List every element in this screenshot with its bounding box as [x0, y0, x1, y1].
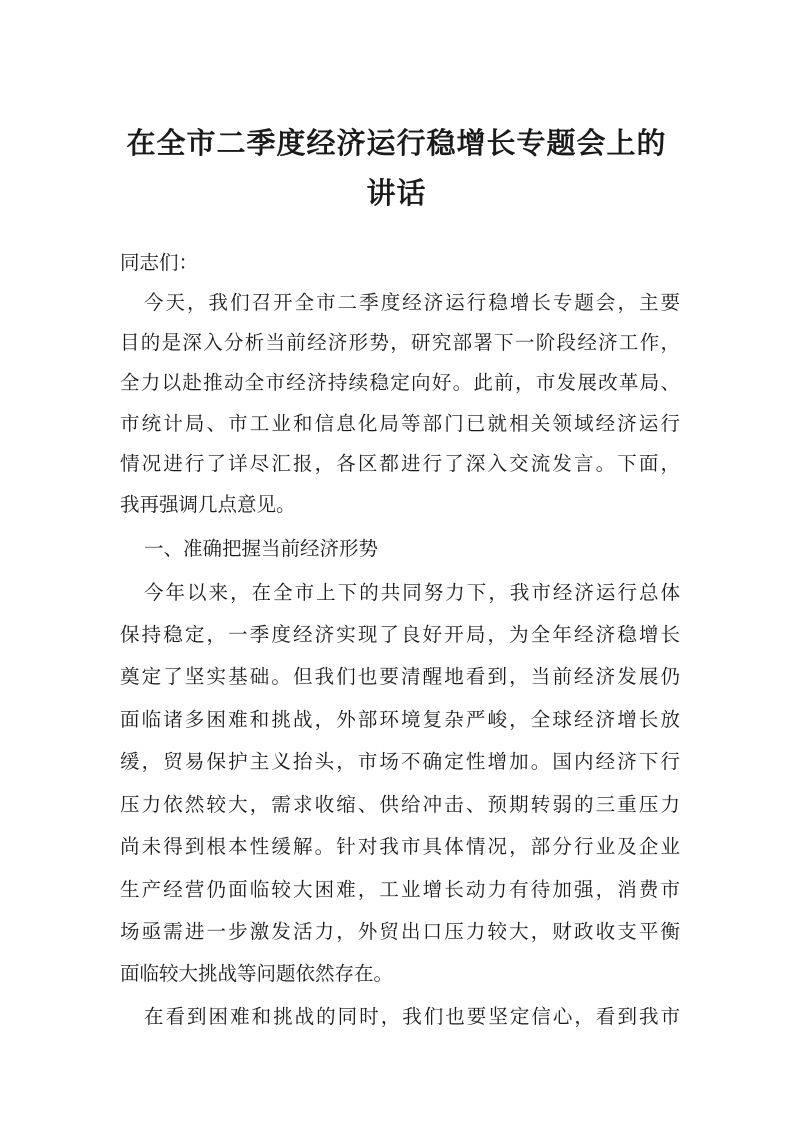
paragraph-line: 压力依然较大，需求收缩、供给冲击、预期转弱的三重压力 [120, 793, 680, 816]
paragraph-line: 目的是深入分析当前经济形势，研究部署下一阶段经济工作， [120, 331, 680, 354]
paragraph-line: 奠定了坚实基础。但我们也要清醒地看到，当前经济发展仍 [120, 665, 680, 688]
paragraph-line: 面临诸多困难和挑战，外部环境复杂严峻，全球经济增长放 [120, 708, 680, 731]
paragraph-line: 缓，贸易保护主义抬头，市场不确定性增加。国内经济下行 [120, 750, 680, 773]
paragraph-line: 保持稳定，一季度经济实现了良好开局，为全年经济稳增长 [120, 623, 680, 646]
paragraph-line: 场亟需进一步激发活力，外贸出口压力较大，财政收支平衡 [120, 920, 680, 943]
paragraph-line: 我再强调几点意见。 [120, 493, 296, 516]
document-title-line-2: 讲话 [366, 176, 427, 210]
paragraph-line: 生产经营仍面临较大困难，工业增长动力有待加强，消费市 [120, 878, 680, 901]
paragraph-line: 市统计局、市工业和信息化局等部门已就相关领域经济运行 [120, 412, 680, 435]
paragraph-line: 情况进行了详尽汇报，各区都进行了深入交流发言。下面， [120, 452, 680, 475]
paragraph-line: 全力以赴推动全市经济持续稳定向好。此前，市发展改革局、 [120, 371, 680, 394]
salutation: 同志们： [120, 251, 199, 274]
paragraph-line: 今年以来，在全市上下的共同努力下，我市经济运行总体 [144, 581, 680, 604]
paragraph-line: 今天，我们召开全市二季度经济运行稳增长专题会，主要 [144, 291, 680, 314]
paragraph-line: 在看到困难和挑战的同时，我们也要坚定信心，看到我市 [144, 1005, 680, 1028]
section-heading: 一、准确把握当前经济形势 [144, 537, 379, 560]
paragraph-line: 面临较大挑战等问题依然存在。 [120, 962, 394, 985]
document-title-line-1: 在全市二季度经济运行稳增长专题会上的 [126, 126, 667, 160]
paragraph-line: 尚未得到根本性缓解。针对我市具体情况，部分行业及企业 [120, 835, 680, 858]
